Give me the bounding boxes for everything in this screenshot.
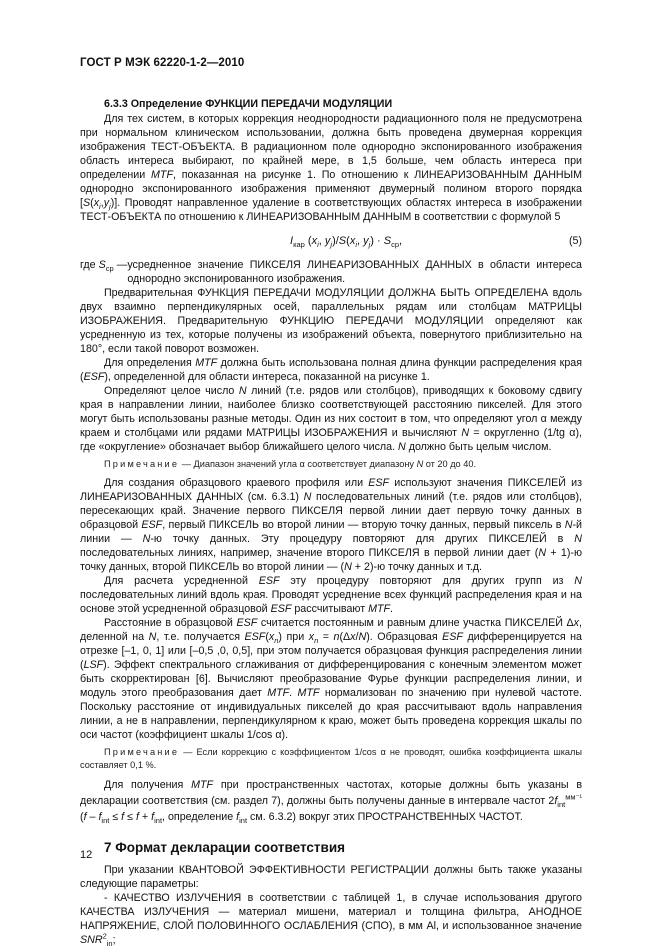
paragraph-reference-edge-profile: Для создания образцового краевого профиля или ESF используют значения ПИКСЕЛЕЙ из ЛИНЕАРИЗОВАННЫХ ДАННЫХ (см. 6.3.1) N последовательных линий (т.е. рядов или столбцов), пересекающих край. Значение первого ПИКСЕЛЯ первой линии дает первую точку данных в образцовой ESF, первый ПИКСЕЛЬ во второй линии — вторую точку данных, первый пиксель в N-й линии — N-ю точку данных. Эту процедуру повторяют для других ПИКСЕЛЕЙ в N последовательных линиях, например, значение второго ПИКСЕЛЯ в первой линии дает (N + 1)-ю точку данных, второй ПИКСЕЛЬ во второй линии — (N + 2)-ю точку данных и т.д. [80,477,582,573]
bullet-radiation-quality: - КАЧЕСТВО ИЗЛУЧЕНИЯ в соответствии с таблицей 1, в случае использования другого КАЧЕСТВА ИЗЛУЧЕНИЯ — материал мишени, материал и толщина фильтра, АНОДНОЕ НАПРЯЖЕНИЕ, СЛОЙ ПОЛОВИННОГО ОСЛАБЛЕНИЯ (СПО), в мм Al, и использованное значение $SNR^2_{in}$; [80,892,582,948]
page-content [80,97,582,947]
note-text: — Если коррекцию с коэффициентом 1/cos α не проводят, ошибка коэффициента шкалы составляет 0,1 %. [80,747,582,770]
note-scale-correction [80,746,582,772]
document-header: ГОСТ Р МЭК 62220-1-2—2010 [80,57,245,69]
paragraph-integer-n: Определяют целое число N линий (т.е. рядов или столбцов), приводящих к боковому сдвигу края в направлении линии, наиболее близко соответствующей расстоянию пикселей. Для этого могут быть использованы разные методы. Один из них состоит в том, что определяют угол α между краем и столбцами или рядами МАТРИЦЫ ИЗОБРАЖЕНИЯ и вычисляют N = округленно (1/tg α), где «округление» обозначает выбор ближайшего целого числа. N должно быть целым числом. [80,385,582,453]
formula-legend [80,258,582,286]
paragraph-correction: Для тех систем, в которых коррекция неоднородности радиационного поля не предусмотрена при нормальном клиническом использовании, должна быть проведена двумерная коррекция изображения ТЕСТ-ОБЪЕКТА. В радиационном поле однородно экспонированного изображения область интереса выбирают, по крайней мере, в 1,5 больше, чем область интереса при определении MTF, показанная на рисунке 1. По отношению к ЛИНЕАРИЗОВАННЫМ ДАННЫМ однородно экспонированного изображения применяют двумерный полином второго порядка $[S(x_i,y_j)]$. Проводят направленное удаление в соответствующих областях интереса в изображении ТЕСТ-ОБЪЕКТА по отношению к ЛИНЕАРИЗОВАННЫМ ДАННЫМ в соответствии с формулой 5 [80,113,582,223]
paragraph-dqe-parameters: При указании КВАНТОВОЙ ЭФФЕКТИВНОСТИ РЕГИСТРАЦИИ должны быть также указаны следующие параметры: [80,864,582,890]
formula-number: (5) [568,235,582,247]
paragraph-esf-length: Для определения MTF должна быть использована полная длина функции распределения края (ESF), определенной для области интереса, показанной на рисунке 1. [80,357,582,383]
note-label: Примечание [104,747,180,757]
section-heading-6-3-3: 6.3.3 Определение ФУНКЦИИ ПЕРЕДАЧИ МОДУЛЯЦИИ [104,98,393,110]
legend-symbol: где $S_{ср}$ — [80,259,128,274]
note-text: — Диапазон значений угла α соответствует диапазону N от 20 до 40. [179,459,476,469]
formula-5 [80,230,582,254]
paragraph-preliminary-mtf: Предварительная ФУНКЦИЯ ПЕРЕДАЧИ МОДУЛЯЦИИ ДОЛЖНА БЫТЬ ОПРЕДЕЛЕНА вдоль двух взаимно перпендикулярных осей, параллельных рядам или столбцам МАТРИЦЫ ИЗОБРАЖЕНИЯ. Предварительную ФУНКЦИЮ ПЕРЕДАЧИ МОДУЛЯЦИИ определяют как усредненную из тех, которые получены из изображений объекта, повернутого приблизительно на 180°, если такой поворот возможен. [80,287,582,355]
paragraph-spatial-frequencies: Для получения MTF при пространственных частотах, которые должны быть указаны в декларации соответствия (см. раздел 7), должны быть получены данные в интервале частот $2f_{int}^{мм^{-1}}$ ($f - f_{int} \le f \le f + f_{int}$, определение $f_{int}$ см. 6.3.2) вокруг этих ПРОСТРАНСТВЕННЫХ ЧАСТОТ. [80,779,583,826]
section-heading-7: 7 Формат декларации соответствия [104,840,346,855]
note-angle-range [80,458,582,471]
paragraph-esf-spacing: Расстояние в образцовой ESF считается постоянным и равным длине участка ПИКСЕЛЕЙ Δx, деленной на N, т.е. получается $ESF(x_n)$ при $x_n = n(\Delta x/N)$. Образцовая ESF дифференцируется на отрезке [–1, 0, 1] или [–0,5 ,0, 0,5], при этом получается образцовая функция распределения линии (LSF). Эффект спектрального сглаживания от дифференцирования с конечным элементом может быть скорректирован [6]. Вычисляют преобразование Фурье функции распределения линии, и модуль этого преобразования дает MTF. MTF нормализован по значению при нулевой частоте. Поскольку расстояние от индивидуальных пикселей до края рассчитывают вдоль направления линии, а не в направлении, перпендикулярном к краю, может быть проведена коррекция шкалы по оси частот (коэффициент шкалы 1/cos α). [80,617,582,741]
formula-expression: $I_{кар}$ ($x_i$, $y_j)/S(x_i$, $y_j) \cdot S_{ср}$, [290,235,403,250]
paragraph-average-esf: Для расчета усредненной ESF эту процедуру повторяют для других групп из N последовательных линий вдоль края. Проводят усреднение всех функций распределения края и на основе этой усредненной образцовой ESF рассчитывают MTF. [80,575,582,615]
page-number: 12 [80,849,93,861]
note-label: Примечание [104,459,180,469]
legend-text: усредненное значение ПИКСЕЛЯ ЛИНЕАРИЗОВАННЫХ ДАННЫХ в области интереса однородно экспонированного изображения. [127,259,582,285]
